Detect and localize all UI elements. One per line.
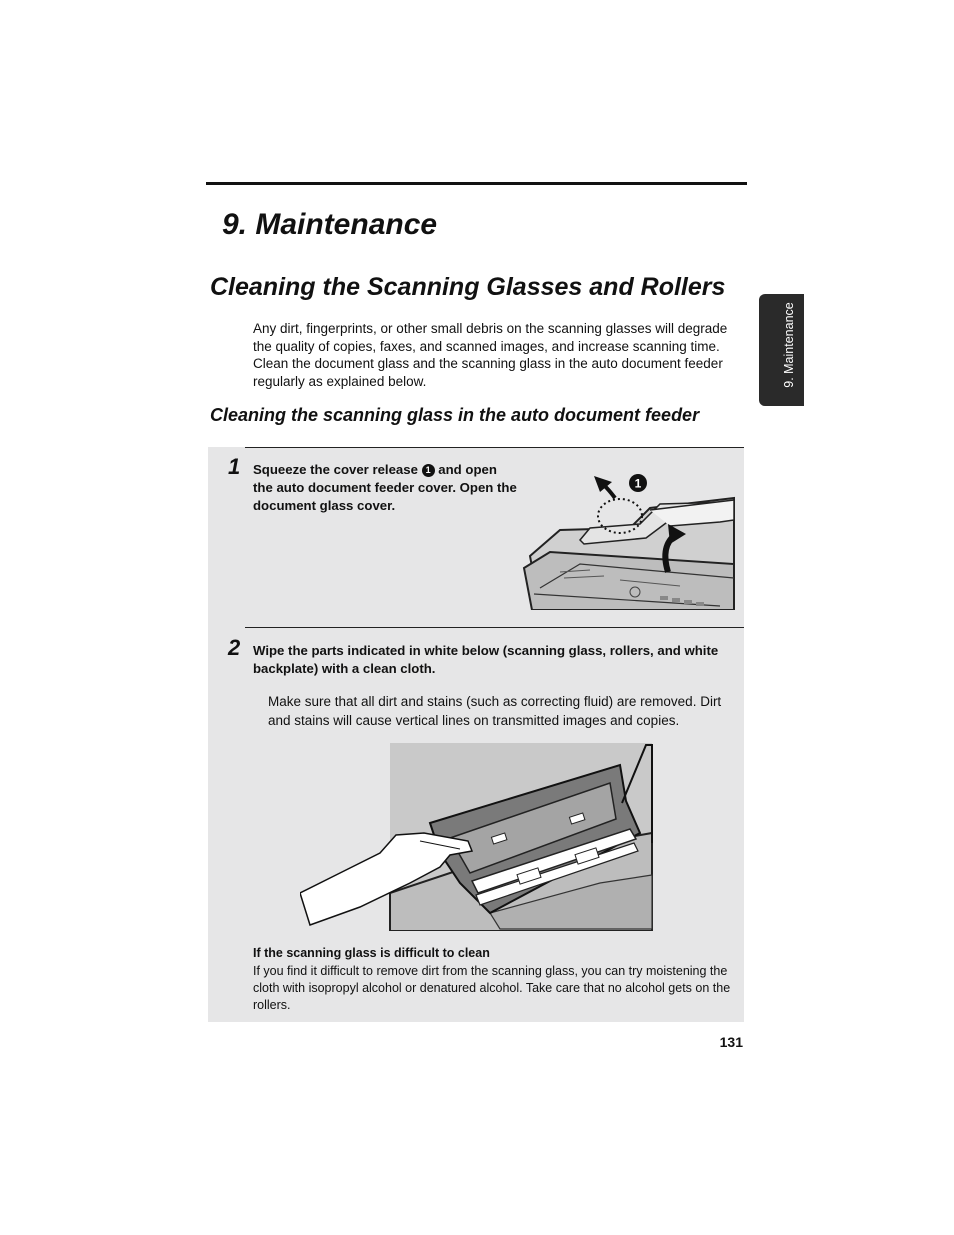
side-tab-label: 9. Maintenance [782, 302, 796, 388]
chapter-side-tab [759, 294, 804, 406]
adf-cover-illustration [520, 468, 736, 610]
step-1-rule [245, 447, 744, 448]
step-2-number: 2 [228, 635, 241, 660]
step-2-rule [245, 627, 744, 628]
figure-1-callout: 1 [634, 476, 642, 491]
step-1-number: 1 [228, 454, 241, 479]
tip-body: If you find it difficult to remove dirt from the scanning glass, you can try moistening the cloth with isopropyl alcohol or denatured alcohol. Take care that no alcohol gets on the rollers. [253, 964, 731, 1012]
section-title: Cleaning the Scanning Glasses and Rollers [210, 273, 726, 301]
step-1-text-after: and open the auto document feeder cover. Open the document glass cover. [253, 462, 517, 513]
step-2-text: Wipe the parts indicated in white below (scanning glass, rollers, and white backplate) with a clean cloth. [253, 643, 719, 676]
subsection-title: Cleaning the scanning glass in the auto document feeder [210, 405, 700, 425]
intro-paragraph: Any dirt, fingerprints, or other small debris on the scanning glasses will degrade the quality of copies, faxes, and scanned images, and increase scanning time. Clean the document glass and the scanning glass in the auto document feeder regularly as explained below. [253, 321, 728, 389]
cover-release-marker: 1 [422, 464, 435, 477]
chapter-title: 9. Maintenance [222, 208, 438, 241]
wiping-illustration [300, 743, 654, 931]
step-1-text [253, 461, 518, 515]
step-2-note: Make sure that all dirt and stains (such as correcting fluid) are removed. Dirt and stains will cause vertical lines on transmitted images and copies. [268, 694, 722, 728]
top-rule [206, 182, 747, 185]
tip-title: If the scanning glass is difficult to clean [253, 946, 490, 960]
page-number: 131 [719, 1034, 743, 1050]
step-1-text-before: Squeeze the cover release [253, 462, 418, 477]
